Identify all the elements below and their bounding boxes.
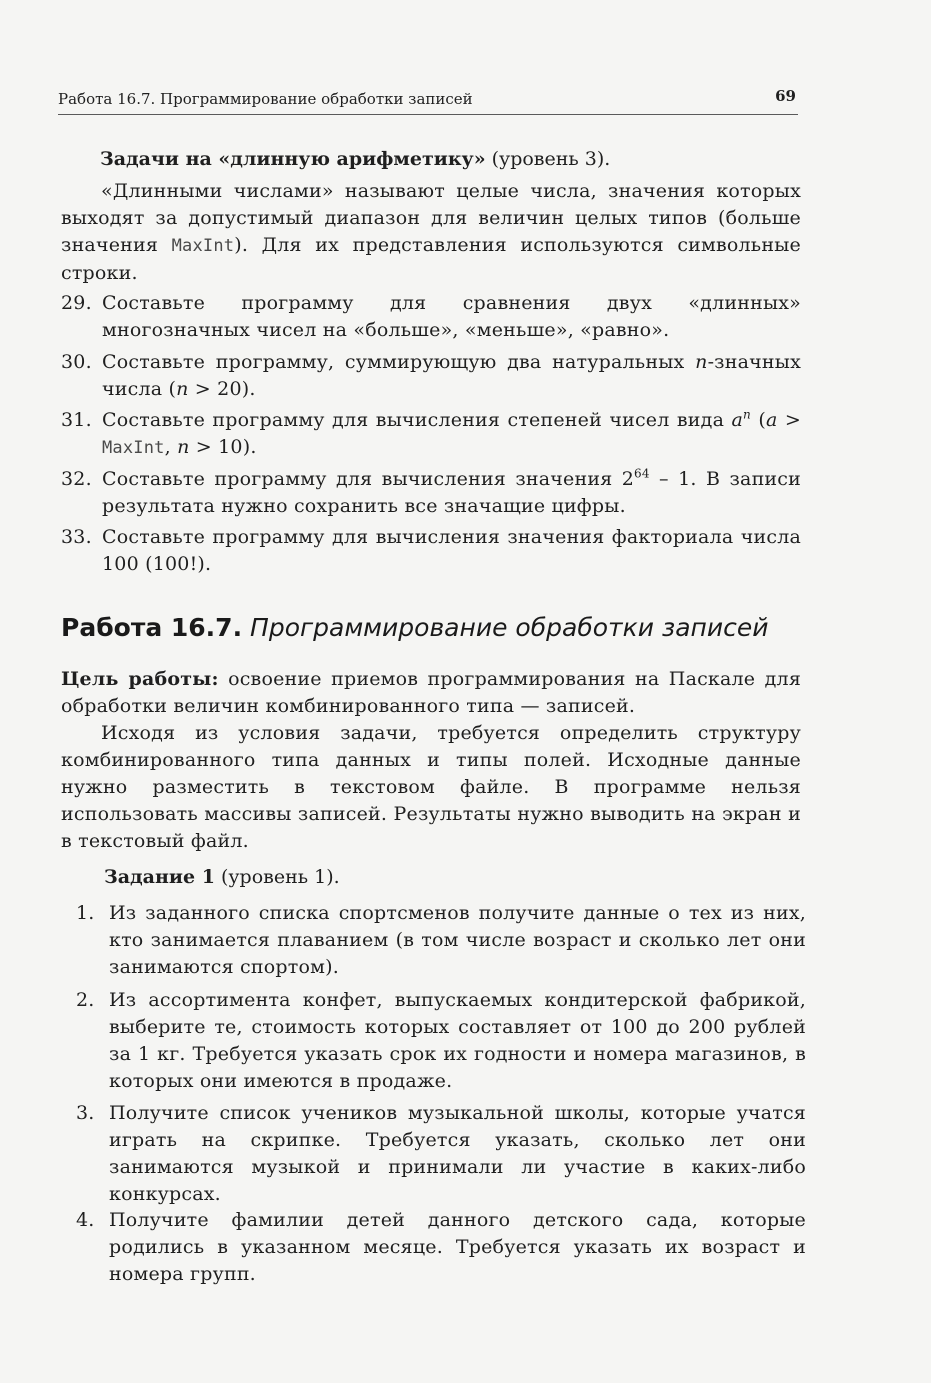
section-title bbox=[61, 612, 768, 644]
assignment-item bbox=[76, 1100, 806, 1208]
task-30 bbox=[61, 349, 801, 403]
assignment-heading-level: (уровень 1). bbox=[214, 866, 340, 888]
intro-maxint: MaxInt bbox=[171, 236, 235, 256]
task-number: 29. bbox=[61, 292, 92, 314]
math-var: a bbox=[765, 409, 778, 431]
task-text-part: > bbox=[777, 409, 801, 431]
task-number: 30. bbox=[61, 351, 92, 373]
intro-text-1: «Длинными числами» называют целые числа, значения которых выходят за допустимый диапазон для величин целых типов (больше значения bbox=[61, 180, 801, 256]
item-number: 4. bbox=[76, 1209, 95, 1231]
task-text-part: ( bbox=[750, 409, 766, 431]
task-text-part: Составьте программу для вычисления значения 2 bbox=[102, 468, 635, 490]
page-number: 69 bbox=[775, 87, 796, 105]
task-text-part: – 1. В записи результата нужно сохранить все значащие цифры. bbox=[102, 468, 801, 517]
item-text: Из ассортимента конфет, выпускаемых кондитерской фабрикой, выберите те, стоимость которых составляет от 100 до 200 рублей за 1 кг. Требуется указать срок их годности и номера магазинов, в которых они имеются в продаже. bbox=[109, 989, 806, 1092]
maxint-code: MaxInt bbox=[102, 438, 165, 458]
intro-text-2: ). Для их представления используются символьные строки. bbox=[61, 234, 801, 284]
task-text bbox=[102, 407, 801, 462]
math-var: n bbox=[695, 351, 708, 373]
assignment-item bbox=[76, 900, 806, 981]
item-number: 1. bbox=[76, 902, 95, 924]
assignment-item bbox=[76, 987, 806, 1095]
item-number: 3. bbox=[76, 1102, 95, 1124]
running-title: Работа 16.7. Программирование обработки записей bbox=[58, 90, 473, 108]
long-arith-heading-bold: Задачи на «длинную арифметику» bbox=[100, 148, 486, 170]
task-text bbox=[102, 349, 801, 403]
math-var: n bbox=[177, 436, 190, 458]
task-text-part: Составьте программу, суммирующую два натуральных bbox=[102, 351, 696, 373]
task-text-part: > 10). bbox=[189, 436, 257, 458]
long-arith-intro bbox=[61, 178, 801, 287]
task-text bbox=[102, 466, 801, 520]
long-arith-heading-level: (уровень 3). bbox=[485, 148, 611, 170]
math-var: a bbox=[731, 409, 744, 431]
section-label: Работа 16.7. bbox=[61, 613, 243, 642]
task-32 bbox=[61, 466, 801, 520]
task-29 bbox=[61, 290, 801, 344]
item-text: Из заданного списка спортсменов получите данные о тех из них, кто занимается плаванием (в том числе возраст и сколько лет они занимаются спортом). bbox=[109, 902, 806, 978]
math-var: n bbox=[176, 378, 189, 400]
section-name: Программирование обработки записей bbox=[250, 613, 769, 642]
item-number: 2. bbox=[76, 989, 95, 1011]
instructions-paragraph: Исходя из условия задачи, требуется определить структуру комбинированного типа данных и типы полей. Исходные данные нужно разместить в текстовом файле. В программе нельзя использовать массивы записей. Результаты нужно выводить на экран и в текстовый файл. bbox=[61, 722, 801, 852]
task-text: Составьте программу для сравнения двух «длинных» многозначных чисел на «больше», «меньше», «равно». bbox=[102, 292, 801, 341]
item-text: Получите список учеников музыкальной школы, которые учатся играть на скрипке. Требуется указать, сколько лет они занимаются музыкой и принимали ли участие в каких-либо конкурсах. bbox=[109, 1102, 806, 1205]
task-text-part: > 20). bbox=[188, 378, 256, 400]
task-number: 32. bbox=[61, 468, 92, 490]
long-arith-heading bbox=[100, 146, 610, 173]
assignment-item bbox=[76, 1207, 806, 1288]
task-31 bbox=[61, 407, 801, 462]
task-text-part: -значных числа ( bbox=[102, 351, 801, 400]
assignment-heading bbox=[104, 864, 340, 891]
task-number: 33. bbox=[61, 526, 92, 548]
task-text: Составьте программу для вычисления значения факториала числа 100 (100!). bbox=[102, 526, 801, 575]
task-number: 31. bbox=[61, 409, 92, 431]
task-text-part: Составьте программу для вычисления степеней чисел вида bbox=[102, 409, 732, 431]
goal-paragraph bbox=[61, 666, 801, 720]
task-text-part: , bbox=[164, 436, 178, 458]
item-text: Получите фамилии детей данного детского сада, которые родились в указанном месяце. Требуется указать их возраст и номера групп. bbox=[109, 1209, 806, 1285]
assignment-heading-bold: Задание 1 bbox=[104, 866, 215, 888]
running-header bbox=[58, 86, 798, 115]
goal-label: Цель работы: bbox=[61, 668, 219, 690]
math-exponent: 64 bbox=[634, 466, 650, 481]
task-33 bbox=[61, 524, 801, 578]
goal-text: освоение приемов программирования на Паскале для обработки величин комбинированного типа — записей. bbox=[61, 668, 801, 717]
math-exponent: n bbox=[743, 407, 751, 422]
